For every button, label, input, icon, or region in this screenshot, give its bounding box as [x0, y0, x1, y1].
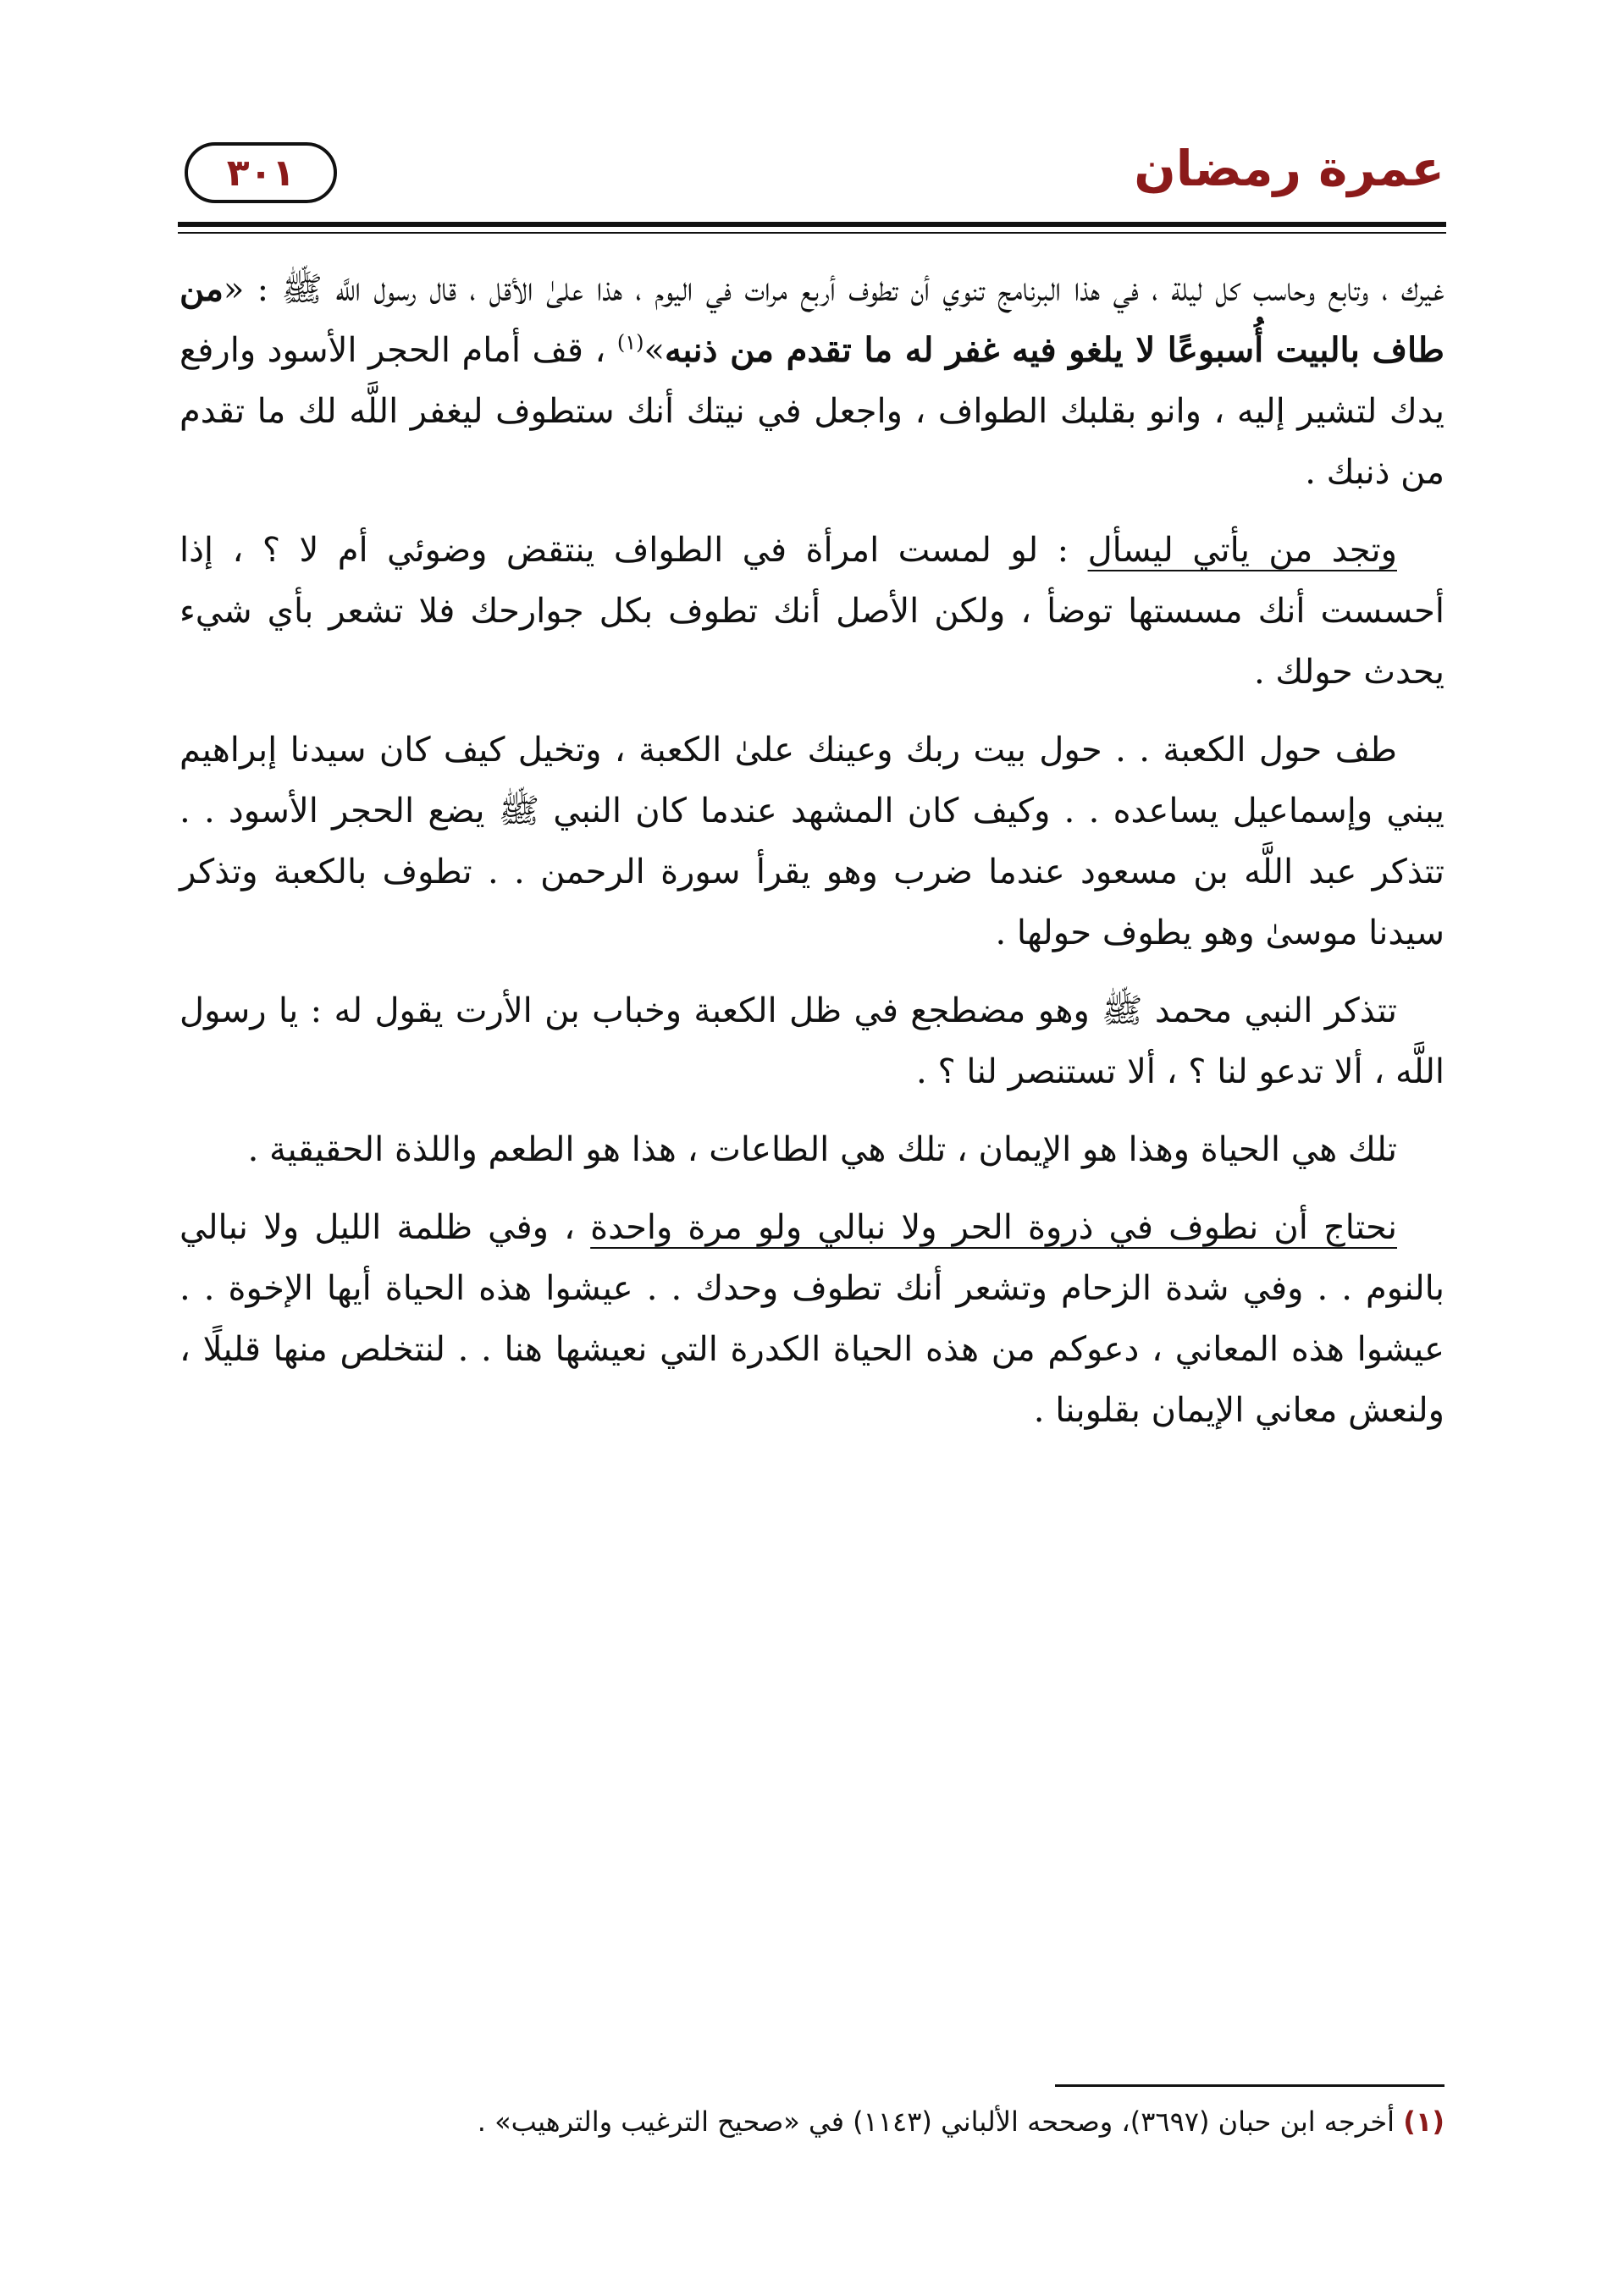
hadith-quote: من طاف بالبيت أُسبوعًا لا يلغو فيه غفر له ما تقدم من ذنبه	[180, 269, 1445, 370]
footnote	[180, 2101, 1444, 2142]
footnote-rule	[1055, 2084, 1444, 2087]
header-rule-thin	[178, 232, 1446, 234]
paragraph-6-text: ، وفي ظلمة الليل ولا نبالي بالنوم . . وفي شدة الزحام وتشعر أنك تطوف وحدك . . عيشوا هذه الحياة أيها الإخوة . . عيشوا هذه المعاني ، دعوكم من هذه الحياة الكدرة التي نعيشها هنا . . لنتخلص منها قليلًا ، ولنعش معاني الإيمان بقلوبنا .	[180, 1208, 1444, 1430]
running-header-title: عمرة رمضان	[1134, 140, 1444, 197]
paragraph-6	[180, 1197, 1444, 1441]
quote-close: »	[644, 331, 665, 370]
paragraph-1	[180, 259, 1444, 503]
paragraph-2	[180, 520, 1444, 703]
paragraph-4: تتذكر النبي محمد ﷺ وهو مضطجع في ظل الكعبة وخباب بن الأرت يقول له : يا رسول اللَّه ، ألا تدعو لنا ؟ ، ألا تستنصر لنا ؟ .	[180, 991, 1444, 1091]
footnote-text: أخرجه ابن حبان (٣٦٩٧)، وصححه الألباني (١١٤٣) في «صحيح الترغيب والترهيب» .	[477, 2106, 1395, 2138]
paragraph-3: طف حول الكعبة . . حول بيت ربك وعينك علىٰ الكعبة ، وتخيل كيف كان سيدنا إبراهيم يبني وإسماعيل يساعده . . وكيف كان المشهد عندما كان النبي ﷺ يضع الحجر الأسود . . تتذكر عبد اللَّه بن مسعود عندما ضرب وهو يقرأ سورة الرحمن . . تطوف بالكعبة وتذكر سيدنا موسىٰ وهو يطوف حولها .	[180, 731, 1444, 952]
paragraph-6-underlined: نحتاج أن نطوف في ذروة الحر ولا نبالي ولو مرة واحدة	[590, 1208, 1398, 1247]
paragraph-2-text: : لو لمست امرأة في الطواف ينتقض وضوئي أم لا ؟ ، إذا أحسست أنك مسستها توضأ ، ولكن الأصل أنك تطوف بكل جوارحك فلا تشعر بأي شيء يحدث حولك .	[180, 531, 1444, 692]
page-body	[180, 259, 1444, 1458]
page-number-badge: ٣٠١	[185, 142, 337, 203]
paragraph-5: تلك هي الحياة وهذا هو الإيمان ، تلك هي الطاعات ، هذا هو الطعم واللذة الحقيقية .	[247, 1130, 1397, 1169]
footnote-number: (١)	[1403, 2106, 1444, 2138]
footnote-ref[interactable]: (١)	[616, 330, 644, 355]
paragraph-2-underlined: وتجد من يأتي ليسأل	[1087, 531, 1397, 570]
paragraph-1-text-b: ، قف أمام الحجر الأسود وارفع يدك لتشير إليه ، وانو بقلبك الطواف ، واجعل في نيتك أنك ستطوف ليغفر اللَّه لك ما تقدم من ذنبك .	[180, 331, 1444, 492]
header-rule-thick	[178, 222, 1446, 227]
paragraph-1-text-a: غيرك ، وتابع وحاسب كل ليلة ، في هذا البرنامج تنوي أن تطوف أربع مرات في اليوم ، هذا علىٰ الأقل ، قال رسول اللَّه ﷺ : «	[223, 270, 1444, 309]
